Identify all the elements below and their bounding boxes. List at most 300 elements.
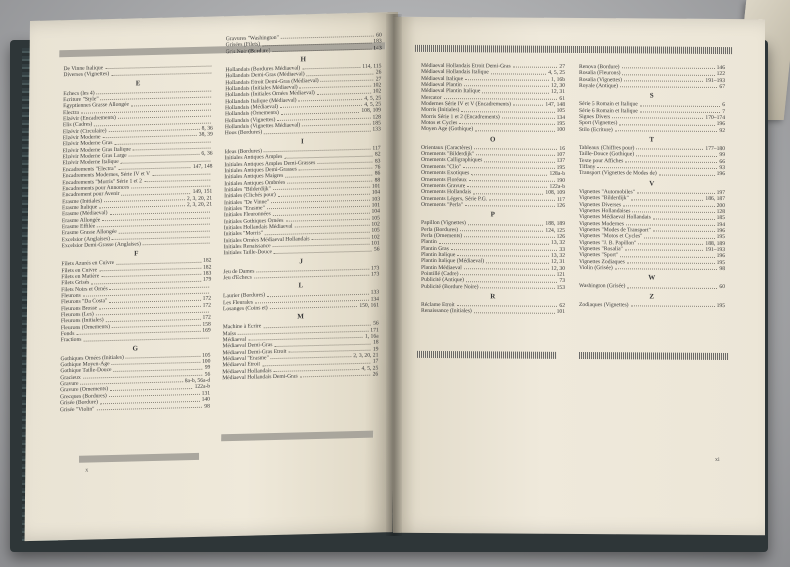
entry-page: 169 <box>202 327 211 334</box>
entry-page: 105 <box>371 227 380 234</box>
entry-name: Gravure <box>60 380 79 388</box>
entry-name: Publicité (Bordure Noire) <box>421 283 479 290</box>
entry-name: Médiaeval Hollandais <box>222 367 272 376</box>
entry-name: Egyptiennes Grasse Allongée <box>63 101 130 110</box>
entry-page: 126 <box>556 202 565 209</box>
index-entry <box>579 83 725 90</box>
entry-page: 27 <box>559 63 565 70</box>
entry-name: Fractions <box>60 337 82 344</box>
entry-page: 92 <box>719 127 725 134</box>
entry-page: 121 <box>556 271 565 278</box>
dot-leader <box>116 258 201 264</box>
entry-page: 101 <box>556 309 565 316</box>
entry-page: 150, 161 <box>359 302 379 309</box>
dot-leader <box>451 246 558 251</box>
entry-name: Ornements "Clio" <box>421 163 462 170</box>
entry-name: Fleurons (Ornements) <box>60 323 111 331</box>
entry-name: Vignettes "Modes de Transport" <box>579 226 651 234</box>
index-entry <box>579 302 725 309</box>
entry-page: 18 <box>372 339 379 347</box>
dot-leader <box>118 113 211 120</box>
entry-page: 105 <box>556 108 565 115</box>
dot-leader <box>464 265 549 270</box>
entry-name: Echecs (les 4) <box>63 90 95 97</box>
entry-name: Vignettes Modernes <box>579 220 624 227</box>
section-letter: E <box>135 78 141 88</box>
section-letter: O <box>490 135 496 144</box>
right-page <box>393 17 765 536</box>
entry-name: Gothique Taille-Douce <box>60 367 112 375</box>
dot-leader <box>439 239 549 244</box>
entry-name: Rosalia (Vignettes) <box>579 76 623 83</box>
dot-leader <box>644 234 714 239</box>
entry-name: Jeu d'Echecs <box>223 274 252 282</box>
entry-page: 133 <box>372 126 381 134</box>
entry-name: Renova (Bordure) <box>579 64 620 71</box>
entry-name: Ornements Hollandais <box>421 189 472 196</box>
entry-name: Stilo (Ecriture) <box>579 126 613 133</box>
entry-name: Initiales "Morris" <box>223 230 263 238</box>
entry-name: Perla (Ornements) <box>421 232 463 240</box>
dot-leader <box>491 70 546 75</box>
entry-name: Taille-Douce (Gothique) <box>579 151 635 158</box>
entry-name: Médiaeval <box>222 336 247 344</box>
entry-name: Zodiaques (Vignettes) <box>579 301 629 308</box>
entry-page: 183 <box>202 270 212 277</box>
dot-leader <box>270 303 358 309</box>
entry-name: Electra <box>62 109 79 116</box>
entry-name: Plantin <box>421 239 437 246</box>
entry-page: 2, 3, 20, 21 <box>186 195 213 202</box>
entry-page: 107 <box>556 151 565 159</box>
entry-page: 173 <box>370 265 380 272</box>
bottom-rule-2 <box>222 431 374 442</box>
entry-page: 158 <box>202 321 211 328</box>
dot-leader <box>484 158 554 163</box>
index-column-right-2 <box>579 64 725 309</box>
entry-name: Ornements "Bilderdijk" <box>421 151 475 158</box>
dot-leader <box>281 108 360 114</box>
entry-name: Elzévir Moderne Gras Large <box>62 152 127 161</box>
entry-page: 19 <box>372 346 379 353</box>
dot-leader <box>612 114 703 119</box>
entry-page: 93 <box>719 165 725 172</box>
entry-page: 200 <box>716 202 725 209</box>
entry-name: Morris (Initiales) <box>421 107 460 114</box>
dot-leader <box>513 64 558 69</box>
entry-name: Hollandais (Médiaeval) <box>225 104 279 112</box>
entry-page: 66 <box>719 158 725 165</box>
entry-name: Texte pour Affiches <box>579 157 624 165</box>
entry-name: Fleurons Brosse <box>60 305 98 312</box>
dot-leader <box>653 227 715 232</box>
dot-leader <box>466 278 557 283</box>
entry-name: Violin (Grisée) <box>579 264 613 272</box>
entry-page: 17 <box>372 358 379 366</box>
entry-page: 60 <box>719 284 725 291</box>
entry-page: 117 <box>556 196 565 203</box>
entry-name: Publicité (Antique) <box>421 277 465 284</box>
dot-leader <box>106 315 201 322</box>
dot-leader <box>659 171 715 176</box>
entry-page: 99 <box>204 365 211 372</box>
dot-leader <box>110 384 192 390</box>
entry-name: Hollandais Etroit Demi-Gras (Médiaeval) <box>225 77 319 86</box>
entry-name: Initiales Gothiques Ornées <box>223 217 284 225</box>
dot-leader <box>112 359 200 366</box>
entry-name: Sport (Vignettes) <box>579 120 618 127</box>
entry-name: Initiales Antiques Amples Demi-Grasses <box>224 159 316 168</box>
entry-name: Médiaeval Hollandais Italique <box>421 69 489 76</box>
entry-name: Excelsior (Anglaises) <box>61 235 111 243</box>
dot-leader <box>131 182 210 188</box>
dot-leader <box>631 302 715 307</box>
entry-page: 2, 3, 20, 21 <box>186 201 213 209</box>
index-entry <box>579 265 725 272</box>
entry-name: Ornements Légers, Série P.G. <box>421 195 488 202</box>
entry-name: Médiaeval Demi-Gras <box>222 342 273 350</box>
entry-page: 117 <box>372 145 381 152</box>
entry-page: 140 <box>201 396 211 403</box>
index-entry <box>421 202 565 209</box>
entry-page: 185 <box>716 215 725 222</box>
entry-name: Encadrements "Electra" <box>62 165 116 174</box>
dot-leader <box>119 227 210 234</box>
entry-page: 12, 31 <box>551 259 565 266</box>
dot-leader <box>299 96 363 102</box>
entry-name: Initiales Taille-Douce <box>223 249 272 257</box>
dot-leader <box>627 284 717 289</box>
entry-name: Motos et Cycles <box>421 119 458 127</box>
entry-name: Vignettes "J. B. Papillon" <box>579 239 637 246</box>
dot-leader <box>465 76 549 81</box>
dot-leader <box>312 234 370 240</box>
dot-leader <box>300 83 371 89</box>
dot-leader <box>281 33 374 40</box>
entry-page: 6 <box>722 102 725 109</box>
dot-leader <box>622 71 714 76</box>
entry-page: 102 <box>371 234 380 241</box>
entry-page: 196 <box>716 121 725 128</box>
dot-leader <box>513 102 543 107</box>
entry-page: 173 <box>370 271 380 278</box>
entry-name: Ornements "Perla" <box>421 201 464 209</box>
entry-name: Plantin Italique <box>421 251 456 259</box>
dot-leader <box>460 271 554 276</box>
entry-name: Excelsior Demi-Grasse (Anglaises) <box>61 241 141 250</box>
entry-name: Plantin Médiaeval <box>421 264 462 271</box>
dot-leader <box>112 322 200 329</box>
entry-page: 137 <box>556 158 565 165</box>
entry-page: 188, 189 <box>545 220 565 228</box>
entry-page: 108, 109 <box>361 107 382 115</box>
section-letter: I <box>301 137 305 146</box>
entry-name: Initiales (Clichés pour) <box>224 192 276 200</box>
section-letter: T <box>649 135 655 144</box>
entry-name: Grisée "Violin" <box>59 405 95 413</box>
dot-leader <box>302 64 360 70</box>
entry-page: 134 <box>370 296 380 303</box>
entry-name: Papillon (Vignettes) <box>421 220 466 227</box>
entry-name: Médiaeval Etroit <box>222 361 261 369</box>
entry-page: 67 <box>719 84 725 91</box>
entry-page: 62 <box>559 302 565 309</box>
dot-leader <box>114 365 203 372</box>
dot-leader <box>502 114 555 119</box>
dot-leader <box>626 221 715 226</box>
entry-name: Vignettes Hollandaises <box>579 207 631 215</box>
entry-name: Elzévir Moderne Gras <box>62 140 113 148</box>
bottom-rule-1 <box>417 351 557 359</box>
entry-name: Elzévir Moderne Italique <box>62 159 119 167</box>
entry-page: 12, 31 <box>551 89 565 96</box>
entry-page: 56 <box>373 320 379 327</box>
dot-leader <box>321 76 374 82</box>
entry-page: 128 <box>372 114 381 121</box>
entry-page: 122a-b <box>194 384 211 391</box>
dot-leader <box>615 127 718 132</box>
entry-name: Hollandais (Initiales Ornées Médiaeval) <box>225 90 315 99</box>
entry-page: 4, 5, 25 <box>548 70 565 77</box>
entry-page: 61 <box>559 95 565 102</box>
dot-leader <box>274 366 360 372</box>
entry-page: 195 <box>716 259 725 266</box>
entry-name: Encadrement pour Avenir <box>62 190 120 199</box>
dot-leader <box>637 189 715 194</box>
dot-leader <box>469 177 555 182</box>
dot-leader <box>615 265 718 270</box>
entry-page: 171 <box>370 327 379 334</box>
dot-leader <box>317 89 371 95</box>
entry-page: 182 <box>203 257 212 265</box>
entry-page: 182 <box>202 264 212 271</box>
entry-page: 76 <box>374 164 381 171</box>
dot-leader <box>99 202 185 208</box>
entry-name: Initiales Antiques Ombrées <box>224 179 286 187</box>
entry-page: 101 <box>371 183 381 190</box>
dot-leader <box>287 177 373 183</box>
dot-leader <box>133 144 211 150</box>
dot-leader <box>302 121 370 127</box>
entry-page: 102 <box>372 88 382 96</box>
entry-page: 56 <box>373 246 380 253</box>
section-letter: F <box>134 249 139 258</box>
entry-page: 147, 148 <box>545 101 565 108</box>
entry-page: 26 <box>372 371 379 378</box>
dot-leader <box>636 152 717 157</box>
index-column-left-2 <box>222 32 382 381</box>
entry-name: Washington (Grisée) <box>579 283 626 290</box>
entry-name: Fleurons <box>61 292 81 300</box>
entry-page: 170–174 <box>705 114 725 122</box>
section-letter: Z <box>649 292 655 301</box>
entry-name: Vignettes "Rosalia" <box>579 245 623 253</box>
dot-leader <box>623 202 715 207</box>
dot-leader <box>638 240 703 245</box>
dot-leader <box>284 152 373 159</box>
entry-name: Grecques (Bordures) <box>60 392 107 401</box>
dot-leader <box>102 132 196 139</box>
dot-leader <box>288 346 370 352</box>
entry-name: Erasme (Initiales) <box>62 197 103 205</box>
entry-name: Hoos (Bordures) <box>224 129 263 137</box>
entry-name: Hollandais (Bordures Médiaeval) <box>225 65 301 74</box>
dot-leader <box>104 196 185 202</box>
entry-page: 4, 5, 25 <box>361 365 379 372</box>
dot-leader <box>465 202 555 207</box>
entry-name: Initiales Renaissance <box>223 243 271 251</box>
entry-page: 195 <box>556 120 565 127</box>
left-page <box>25 12 398 541</box>
entry-page: 114, 115 <box>362 63 382 70</box>
bottom-rule-2 <box>579 352 729 360</box>
entry-name: Médiaeval Plantin <box>421 81 462 89</box>
dot-leader <box>464 82 549 87</box>
entry-name: Encadrements Modernes, Série IV et V <box>62 171 151 180</box>
dot-leader <box>463 164 554 169</box>
index-column-left-1 <box>60 63 214 414</box>
dot-leader <box>640 108 720 113</box>
dot-leader <box>307 70 374 76</box>
dot-leader <box>280 102 362 108</box>
entry-page: 7 <box>722 108 725 115</box>
section-letter: H <box>300 55 307 64</box>
entry-name: Médiaeval Italique <box>421 75 464 82</box>
entry-name: Vignettes Médiaeval Hollandais <box>579 214 651 221</box>
entry-name: Série 5 Romain et Italique <box>579 101 638 108</box>
entry-page: 172 <box>202 302 212 309</box>
entry-name: Fleurons (Initiales) <box>60 317 104 325</box>
entry-page: 186, 187 <box>705 196 725 203</box>
entry-page: 105 <box>202 352 211 359</box>
entry-name: Vignettes "Bilderdijk" <box>579 195 629 202</box>
entry-name: Pointillé (Cadre) <box>421 270 459 278</box>
index-entry <box>579 127 725 134</box>
dot-leader <box>597 164 717 169</box>
dot-leader <box>285 171 372 177</box>
entry-page: 100 <box>556 127 565 134</box>
entry-page: 194 <box>716 221 725 228</box>
dot-leader <box>122 189 191 195</box>
entry-page: 195 <box>716 234 725 241</box>
entry-page: 122a-b <box>549 183 565 190</box>
entry-name: Hollandais Demi-Gras (Médiaeval) <box>225 71 305 80</box>
entry-name: Ornements Calligraphiques <box>421 157 483 164</box>
entry-name: Initiales "Erasme" <box>223 205 265 213</box>
entry-name: Initiales Fleuronnées <box>223 211 271 219</box>
entry-page: 88 <box>374 176 381 184</box>
entry-page: 12, 30 <box>551 265 565 272</box>
entry-name: Filets Azurés en Cuivre <box>61 260 115 268</box>
section-letter: L <box>298 281 304 290</box>
entry-name: Médiaeval Demi-Gras Etroit <box>222 348 287 357</box>
entry-name: Grisées (Filets) <box>225 41 261 49</box>
entry-name: Hollandais (Vignettes Médiaeval) <box>224 122 301 131</box>
entry-page: 2, 3, 20, 21 <box>353 352 379 360</box>
entry-page: 188, 189 <box>705 240 725 247</box>
entry-page: 104 <box>371 208 380 215</box>
entry-name: Vignettes "Motos et Cycles" <box>579 233 643 240</box>
entry-page: 143 <box>373 45 382 52</box>
entry-page: 101 <box>371 240 380 247</box>
dot-leader <box>471 170 547 175</box>
entry-page: 131 <box>201 390 211 397</box>
entry-page: 13, 32 <box>551 240 565 247</box>
entry-name: Moyen Age (Gothique) <box>421 126 474 133</box>
entry-page: 153 <box>556 284 565 291</box>
entry-page: 100 <box>201 358 211 365</box>
entry-page: 82 <box>374 151 381 158</box>
entry-name: Renaissance (Initiales) <box>421 308 472 315</box>
entry-name: Ornements Floréaux <box>421 176 467 183</box>
entry-name: Fleurons "Da Costa" <box>61 298 108 306</box>
index-entry <box>579 170 725 177</box>
entry-name: Diverses (Vignettes) <box>63 71 110 79</box>
entry-name: Vignettes Zodiaques <box>579 258 625 265</box>
entry-page: 4, 5, 25 <box>364 95 382 102</box>
dot-leader <box>640 102 720 107</box>
entry-page: 195 <box>556 164 565 171</box>
top-rule <box>415 45 733 54</box>
dot-leader <box>457 252 549 257</box>
entry-name: Gothique Moyen-Age <box>60 361 110 369</box>
entry-page: 172 <box>202 314 211 322</box>
entry-page: 38, 39 <box>198 131 213 138</box>
dot-leader <box>108 126 199 133</box>
dot-leader <box>473 189 543 194</box>
entry-name: Erasme Effilée <box>61 223 96 231</box>
entry-name: Elis (Cadres) <box>62 121 93 129</box>
entry-name: Gris Noir (Bordure) <box>225 47 271 55</box>
dot-leader <box>144 176 210 182</box>
entry-page: 73 <box>559 278 565 285</box>
dot-leader <box>126 353 200 359</box>
dot-leader <box>625 246 704 251</box>
dot-leader <box>467 183 547 188</box>
entry-page: 147, 148 <box>192 163 213 170</box>
entry-name: Erasme Allongée <box>61 216 101 224</box>
entry-name: Initiales Hollandais Médiaeval <box>223 223 293 232</box>
entry-name: Médiaeval Hollandais Demi-Gras <box>222 373 298 382</box>
entry-name: Grisée (Bordure) <box>59 399 99 407</box>
entry-name: Initiales Ornées Médiaeval Hollandais <box>223 235 310 244</box>
section-letter: M <box>297 312 305 321</box>
entry-page: 60 <box>376 32 382 39</box>
entry-page: 108, 109 <box>545 189 565 197</box>
entry-page: 13, 32 <box>551 252 565 259</box>
entry-name: Transport (Vignettes de Modes de) <box>579 170 657 178</box>
section-letter: J <box>299 256 304 266</box>
entry-name: Initiales Antiques Demi-Grasses <box>224 166 297 175</box>
dot-leader <box>636 145 703 150</box>
dot-leader <box>294 222 369 228</box>
entry-name: Hollandais (Initiales Médiaeval) <box>225 84 298 93</box>
entry-name: Filets en Cuivre <box>61 266 98 274</box>
entry-name: Ideas (Bordures) <box>224 148 263 156</box>
entry-name: Modernes Série IV et V (Encadrements) <box>421 100 511 108</box>
section-letter: P <box>490 210 496 219</box>
entry-name: Erasme (Médiaeval) <box>61 210 108 218</box>
dot-leader <box>486 259 549 264</box>
entry-page: 149, 151 <box>192 188 213 196</box>
entry-page: 102 <box>372 82 382 89</box>
entry-name: Plantin Gras <box>421 245 449 252</box>
entry-page: 128 <box>716 208 725 215</box>
dot-leader <box>271 353 352 359</box>
entry-page: 128a-b <box>549 170 565 178</box>
entry-page: 195 <box>716 302 725 309</box>
entry-name: Vignettes "Automobiles" <box>579 188 635 196</box>
